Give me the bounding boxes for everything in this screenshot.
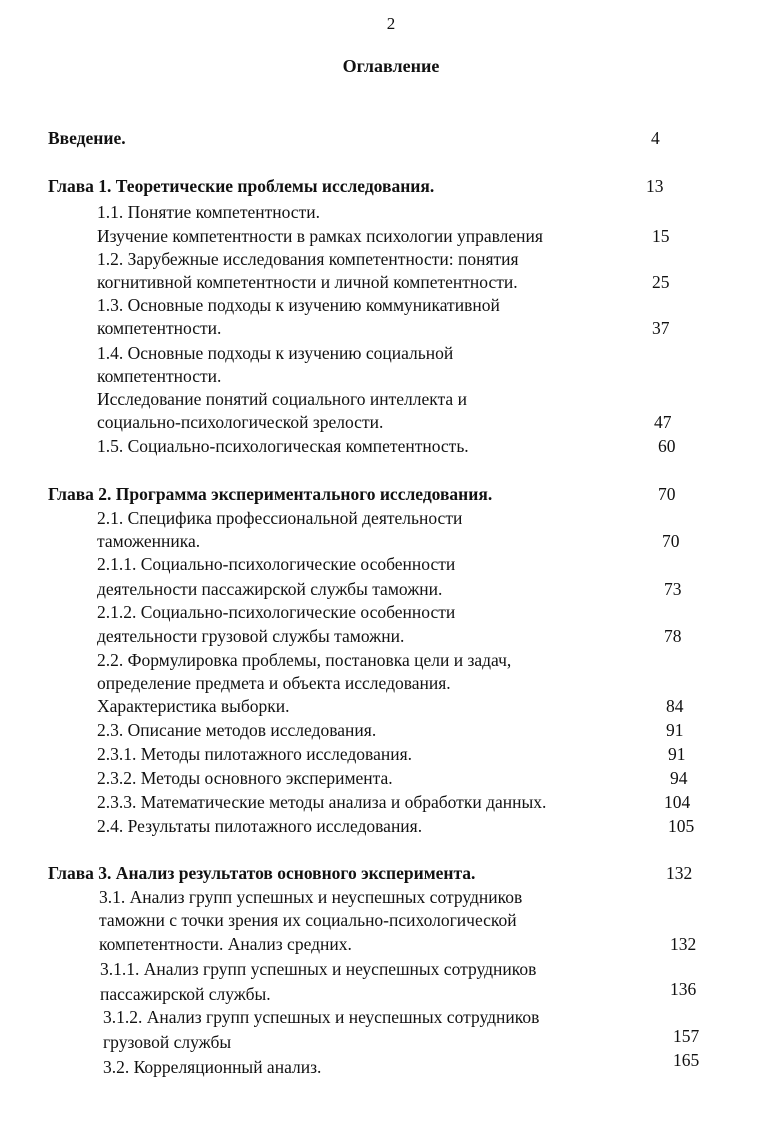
toc-entry-text: пассажирской службы.	[100, 984, 271, 1004]
toc-entry-page: 165	[673, 1050, 700, 1070]
toc-entry-page: 15	[652, 226, 670, 246]
toc-entry-text: 1.3. Основные подходы к изучению коммуникативной	[97, 295, 500, 315]
toc-entry-text: компетентности.	[97, 366, 222, 386]
toc-entry-text: компетентности. Анализ средних.	[99, 934, 352, 954]
page-number: 2	[386, 14, 396, 33]
toc-entry-text: деятельности пассажирской службы таможни.	[97, 579, 443, 599]
toc-entry-text: 3.1.2. Анализ групп успешных и неуспешных сотрудников	[103, 1007, 540, 1027]
toc-entry-text: 1.5. Социально-психологическая компетентность.	[97, 436, 469, 456]
toc-entry-text: Глава 2. Программа экспериментального исследования.	[48, 484, 493, 504]
toc-entry-page: 47	[654, 412, 672, 432]
toc-entry-page: 4	[651, 128, 660, 148]
toc-entry-text: 2.1. Специфика профессиональной деятельности	[97, 508, 463, 528]
toc-entry-text: таможенника.	[97, 531, 201, 551]
toc-entry-page: 94	[670, 768, 688, 788]
toc-entry-text: Глава 1. Теоретические проблемы исследования.	[48, 176, 435, 196]
toc-entry-text: Изучение компетентности в рамках психологии управления	[97, 226, 543, 246]
toc-entry-text: 2.4. Результаты пилотажного исследования.	[97, 816, 423, 836]
toc-entry-text: 2.3. Описание методов исследования.	[97, 720, 377, 740]
toc-entry-text: 2.3.3. Математические методы анализа и обработки данных.	[97, 792, 547, 812]
toc-entry-text: Введение.	[48, 128, 126, 148]
toc-entry-text: 3.1.1. Анализ групп успешных и неуспешных сотрудников	[100, 959, 537, 979]
toc-entry-text: Характеристика выборки.	[97, 696, 290, 716]
toc-entry-text: таможни с точки зрения их социально-психологической	[99, 910, 517, 930]
toc-entry-page: 37	[652, 318, 670, 338]
toc-entry-text: компетентности.	[97, 318, 222, 338]
toc-entry-text: социально-психологической зрелости.	[97, 412, 384, 432]
toc-entry-text: 1.1. Понятие компетентности.	[97, 202, 320, 222]
toc-entry-text: Глава 3. Анализ результатов основного эксперимента.	[48, 863, 476, 883]
toc-entry-text: 1.2. Зарубежные исследования компетентности: понятия	[97, 249, 519, 269]
toc-entry-page: 91	[668, 744, 686, 764]
toc-title: Оглавление	[342, 56, 440, 76]
toc-entry-page: 132	[666, 863, 693, 883]
toc-entry-text: 3.1. Анализ групп успешных и неуспешных сотрудников	[99, 887, 523, 907]
toc-entry-text: определение предмета и объекта исследования.	[97, 673, 451, 693]
toc-entry-text: 2.1.1. Социально-психологические особенности	[97, 554, 456, 574]
toc-entry-text: деятельности грузовой службы таможни.	[97, 626, 405, 646]
toc-entry-page: 91	[666, 720, 684, 740]
toc-entry-page: 104	[664, 792, 691, 812]
toc-entry-text: 2.1.2. Социально-психологические особенности	[97, 602, 456, 622]
toc-entry-page: 60	[658, 436, 676, 456]
toc-entry-text: когнитивной компетентности и личной компетентности.	[97, 272, 518, 292]
toc-entry-text: 1.4. Основные подходы к изучению социальной	[97, 343, 454, 363]
toc-entry-page: 70	[658, 484, 676, 504]
toc-entry-text: 2.3.2. Методы основного эксперимента.	[97, 768, 393, 788]
toc-entry-page: 132	[670, 934, 697, 954]
toc-entry-text: Исследование понятий социального интеллекта и	[97, 389, 467, 409]
toc-entry-text: 2.2. Формулировка проблемы, постановка цели и задач,	[97, 650, 512, 670]
toc-entry-page: 70	[662, 531, 680, 551]
toc-entry-page: 157	[673, 1026, 700, 1046]
toc-entry-text: 3.2. Корреляционный анализ.	[103, 1057, 322, 1077]
toc-entry-page: 25	[652, 272, 670, 292]
toc-entry-page: 73	[664, 579, 682, 599]
toc-entry-page: 78	[664, 626, 682, 646]
toc-entry-page: 136	[670, 979, 697, 999]
toc-entry-page: 13	[646, 176, 664, 196]
toc-entry-page: 84	[666, 696, 684, 716]
toc-entry-text: грузовой службы	[103, 1032, 232, 1052]
toc-entry-text: 2.3.1. Методы пилотажного исследования.	[97, 744, 413, 764]
toc-entry-page: 105	[668, 816, 695, 836]
